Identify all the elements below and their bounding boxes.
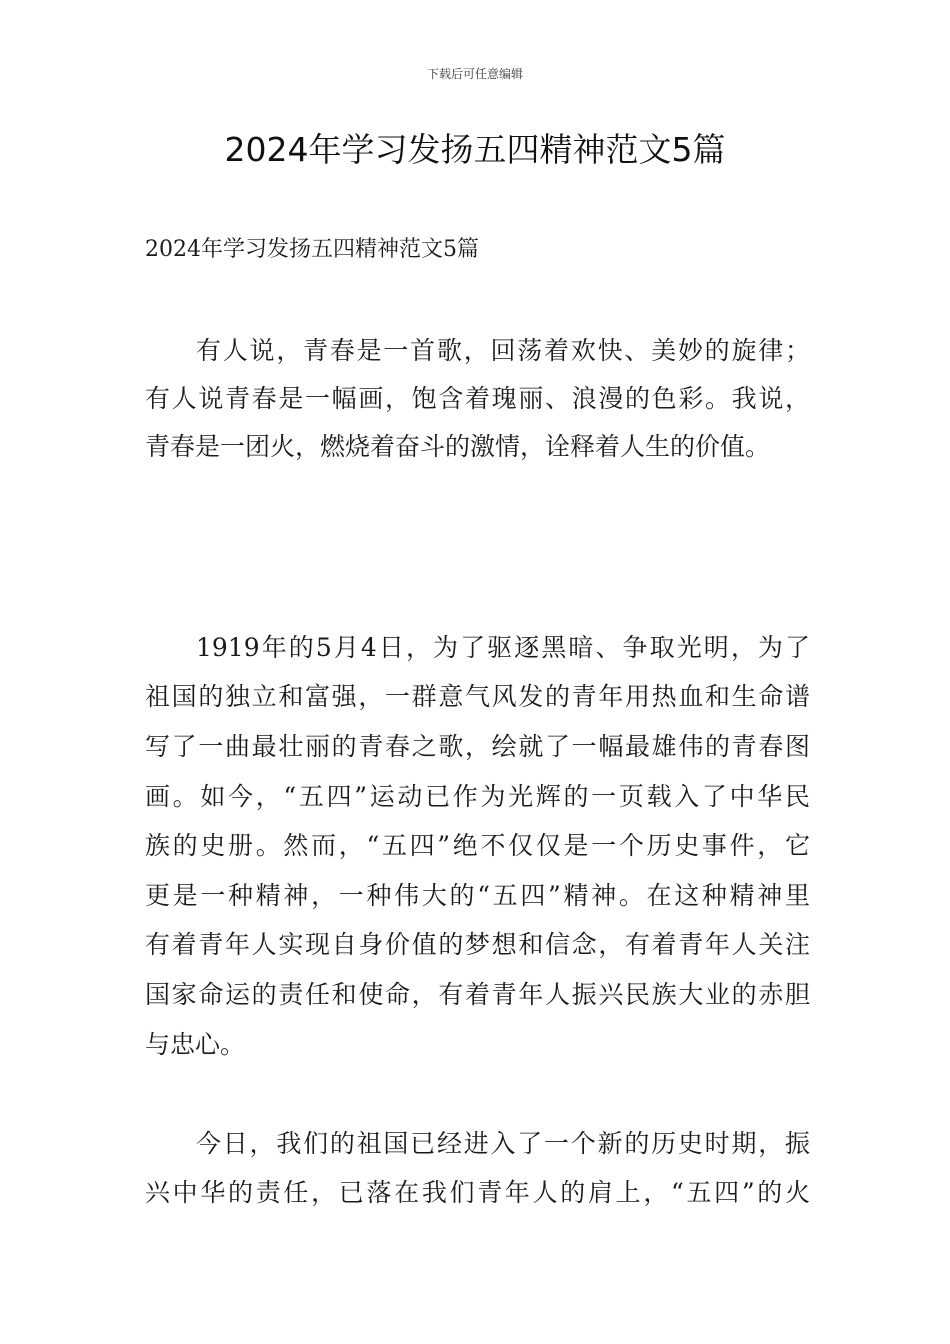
paragraph-line: 更是一种精神，一种伟大的“五四”精神。在这种精神里 [145, 881, 810, 910]
paragraph-line: 今日，我们的祖国已经进入了一个新的历史时期，振 [196, 1129, 810, 1158]
paragraph-line: 有人说，青春是一首歌，回荡着欢快、美妙的旋律； [196, 336, 810, 365]
paragraph-line: 兴中华的责任，已落在我们青年人的肩上，“五四”的火 [145, 1178, 810, 1207]
document-title: 2024年学习发扬五四精神范文5篇 [224, 130, 726, 169]
paragraph-line: 族的史册。然而，“五四”绝不仅仅是一个历史事件，它 [145, 831, 810, 860]
header-note: 下载后可任意编辑 [426, 67, 523, 81]
document-subtitle: 2024年学习发扬五四精神范文5篇 [145, 237, 479, 262]
paragraph-line: 国家命运的责任和使命，有着青年人振兴民族大业的赤胆 [145, 980, 810, 1009]
paragraph-line: 有人说青春是一幅画，饱含着瑰丽、浪漫的色彩。我说， [145, 384, 810, 413]
paragraph-line: 青春是一团火，燃烧着奋斗的激情，诠释着人生的价值。 [145, 432, 771, 461]
paragraph-line: 有着青年人实现自身价值的梦想和信念，有着青年人关注 [145, 930, 810, 959]
paragraph-line: 1919年的5月4日，为了驱逐黑暗、争取光明，为了 [196, 633, 810, 662]
paragraph-line: 写了一曲最壮丽的青春之歌，绘就了一幅最雄伟的青春图 [145, 732, 810, 761]
paragraph-line: 祖国的独立和富强，一群意气风发的青年用热血和生命谱 [145, 682, 810, 711]
paragraph-line: 画。如今，“五四”运动已作为光辉的一页载入了中华民 [145, 782, 810, 811]
paragraph-line: 与忠心。 [145, 1030, 246, 1059]
